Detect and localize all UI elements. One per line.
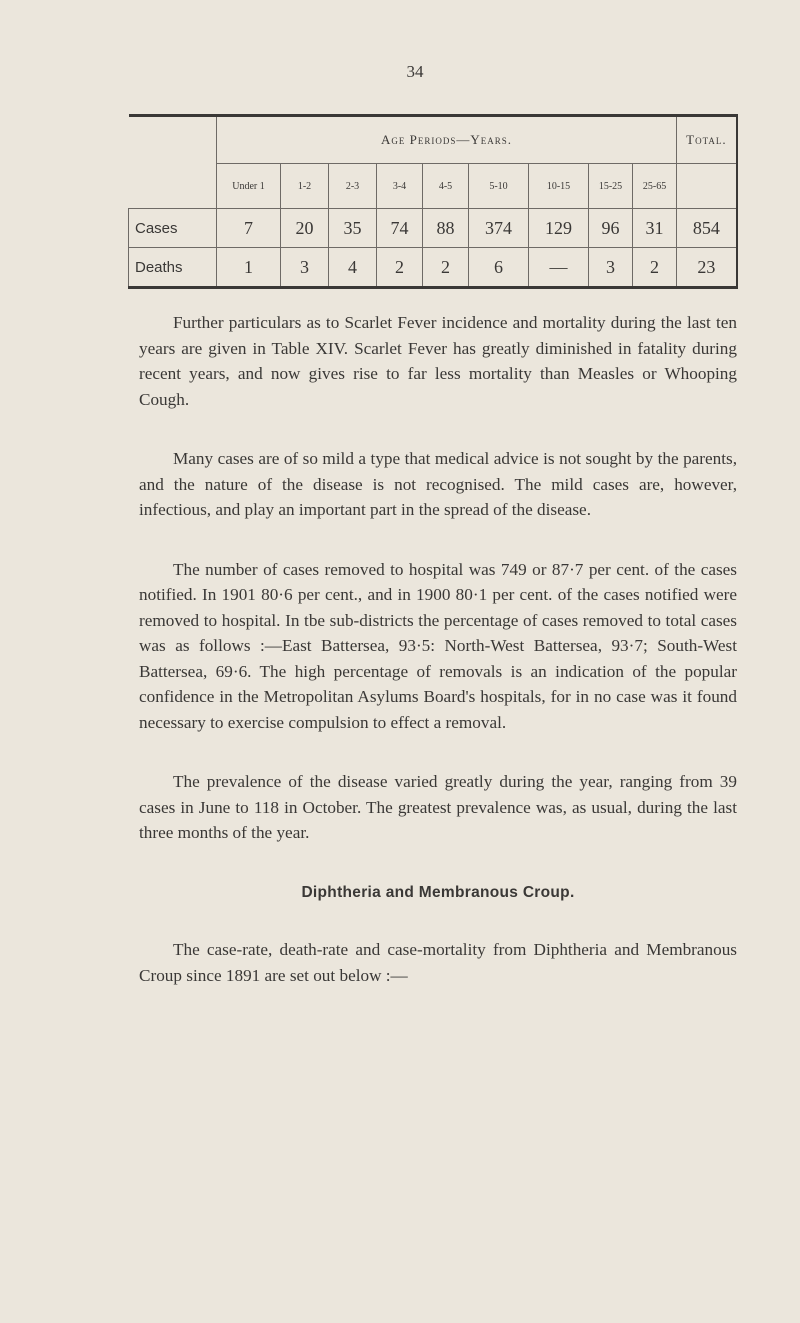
table-cell: 4: [329, 248, 377, 288]
table-row-cases: [129, 209, 737, 248]
paragraph: The case-rate, death-rate and case-mortality from Diphtheria and Membranous Croup since 1891 are set out below :—: [139, 940, 737, 985]
table-corner-cell: [129, 116, 217, 209]
table-cell: 374: [469, 209, 529, 248]
table-cell: 2: [633, 248, 677, 288]
table-cell: 3: [281, 248, 329, 288]
table-row-deaths: [129, 248, 737, 288]
age-column-header: 1-2: [281, 164, 329, 209]
body-text: [139, 310, 737, 1022]
age-column-header: Under 1: [217, 164, 281, 209]
age-column-header: 4-5: [423, 164, 469, 209]
age-column-header: 5-10: [469, 164, 529, 209]
table-cell: 6: [469, 248, 529, 288]
paragraph: Further particulars as to Scarlet Fever incidence and mortality during the last ten years are given in Table XIV. Scarlet Fever has greatly diminished in fatality during recent years, and now gives rise to far less mortality than Measles or Whooping Cough.: [139, 313, 737, 409]
age-column-header: 2-3: [329, 164, 377, 209]
table-cell: 74: [377, 209, 423, 248]
table-cell: 96: [589, 209, 633, 248]
age-column-header: 25-65: [633, 164, 677, 209]
row-label: Cases: [129, 209, 217, 248]
table-cell: 129: [529, 209, 589, 248]
table-cell: 31: [633, 209, 677, 248]
row-label: Deaths: [129, 248, 217, 288]
age-column-header: 10-15: [529, 164, 589, 209]
total-header: Total.: [677, 116, 737, 164]
table-cell: 20: [281, 209, 329, 248]
section-heading: Diphtheria and Membranous Croup.: [301, 883, 575, 901]
table-cell: 1: [217, 248, 281, 288]
table-cell: 2: [423, 248, 469, 288]
table-cell: 88: [423, 209, 469, 248]
paragraph: The number of cases removed to hospital was 749 or 87·7 per cent. of the cases notified. In 1901 80·6 per cent., and in 1900 80·1 per cent. of the cases notified were removed to hospital. In tbe sub-districts the percentage of cases removed to total cases was as follows :—East Battersea, 93·5: North-West Battersea, 93·7; South-West Battersea, 69·6. The high percentage of removals is an indication of the popular confidence in the Metropolitan Asylums Board's hospitals, for in no case was it found necessary to exercise compulsion to effect a removal.: [139, 559, 737, 732]
page-number: 34: [406, 62, 424, 81]
age-period-table-container: [128, 114, 736, 289]
table-cell: 3: [589, 248, 633, 288]
table-cell: 2: [377, 248, 423, 288]
total-subheader-blank: [677, 164, 737, 209]
age-period-table: [128, 114, 738, 289]
table-cell: 35: [329, 209, 377, 248]
age-column-header: 3-4: [377, 164, 423, 209]
age-periods-header: Age Periods—Years.: [217, 116, 677, 164]
table-cell: —: [529, 248, 589, 288]
paragraph: The prevalence of the disease varied greatly during the year, ranging from 39 cases in June to 118 in October. The greatest prevalence was, as usual, during the last three months of the year.: [139, 772, 737, 842]
total-cell: 23: [677, 248, 737, 288]
total-cell: 854: [677, 209, 737, 248]
paragraph: Many cases are of so mild a type that medical advice is not sought by the parents, and the nature of the disease is not recognised. The mild cases are, however, infectious, and play an important part in the spread of the disease.: [139, 449, 737, 519]
table-cell: 7: [217, 209, 281, 248]
age-column-header: 15-25: [589, 164, 633, 209]
